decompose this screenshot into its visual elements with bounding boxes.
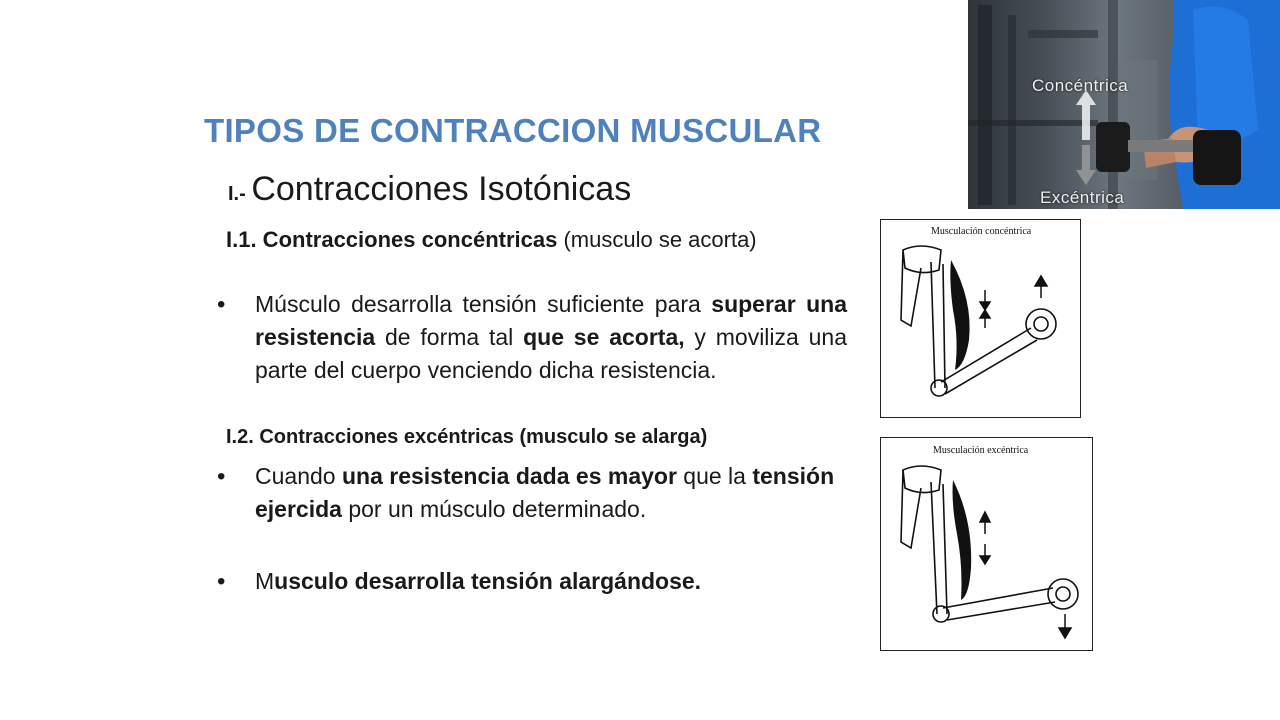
page-title: TIPOS DE CONTRACCION MUSCULAR xyxy=(204,112,822,149)
eccentric-photo-label: Excéntrica xyxy=(1040,188,1125,207)
bullet2-bold-2: tensión ejercida xyxy=(255,463,835,522)
concentric-heading xyxy=(226,225,848,254)
bullet-concentric xyxy=(255,288,847,387)
eccentric-heading: I.2. Contracciones excéntricas (musculo se alarga) xyxy=(226,426,708,448)
bullet2-text-1: Cuando xyxy=(255,463,342,489)
bullet1-bold-1: superar una resistencia xyxy=(255,291,847,350)
concentric-arm-illustration xyxy=(881,220,1080,417)
subtitle xyxy=(228,170,631,209)
concentric-heading-bold: I.1. Contracciones concéntricas xyxy=(226,227,558,252)
subtitle-prefix: I.- xyxy=(228,183,252,205)
eccentric-arm-illustration xyxy=(881,438,1092,650)
concentric-photo-label: Concéntrica xyxy=(1032,76,1129,95)
concentric-diagram xyxy=(880,219,1081,418)
bullet1-text-1: Músculo desarrolla tensión suficiente para xyxy=(255,291,712,317)
bullet1-bold-2: que se acorta, xyxy=(523,324,685,350)
concentric-heading-rest: (musculo se acorta) xyxy=(557,227,757,252)
bullet-eccentric xyxy=(255,460,845,526)
concentric-diagram-caption: Musculación concéntrica xyxy=(931,226,1032,237)
bullet3-text-1: M xyxy=(255,568,275,594)
gym-photo xyxy=(968,0,1280,209)
bullet1-text-2: de forma tal xyxy=(375,324,524,350)
gym-photo-art xyxy=(968,0,1280,209)
bullet3-bold-1: usculo desarrolla tensión alargándose. xyxy=(274,568,702,594)
bullet2-bold-1: una resistencia dada es mayor xyxy=(341,463,677,489)
subtitle-text: Contracciones Isotónicas xyxy=(251,170,632,208)
eccentric-diagram-caption: Musculación excéntrica xyxy=(933,445,1029,456)
bullet1-text-3: y moviliza una parte del cuerpo venciendo dicha resistencia. xyxy=(255,324,847,383)
bullet2-text-3: por un músculo determinado. xyxy=(341,496,647,522)
bullet-lengthening xyxy=(255,565,845,598)
bullet2-text-2: que la xyxy=(676,463,753,489)
eccentric-diagram xyxy=(880,437,1093,651)
